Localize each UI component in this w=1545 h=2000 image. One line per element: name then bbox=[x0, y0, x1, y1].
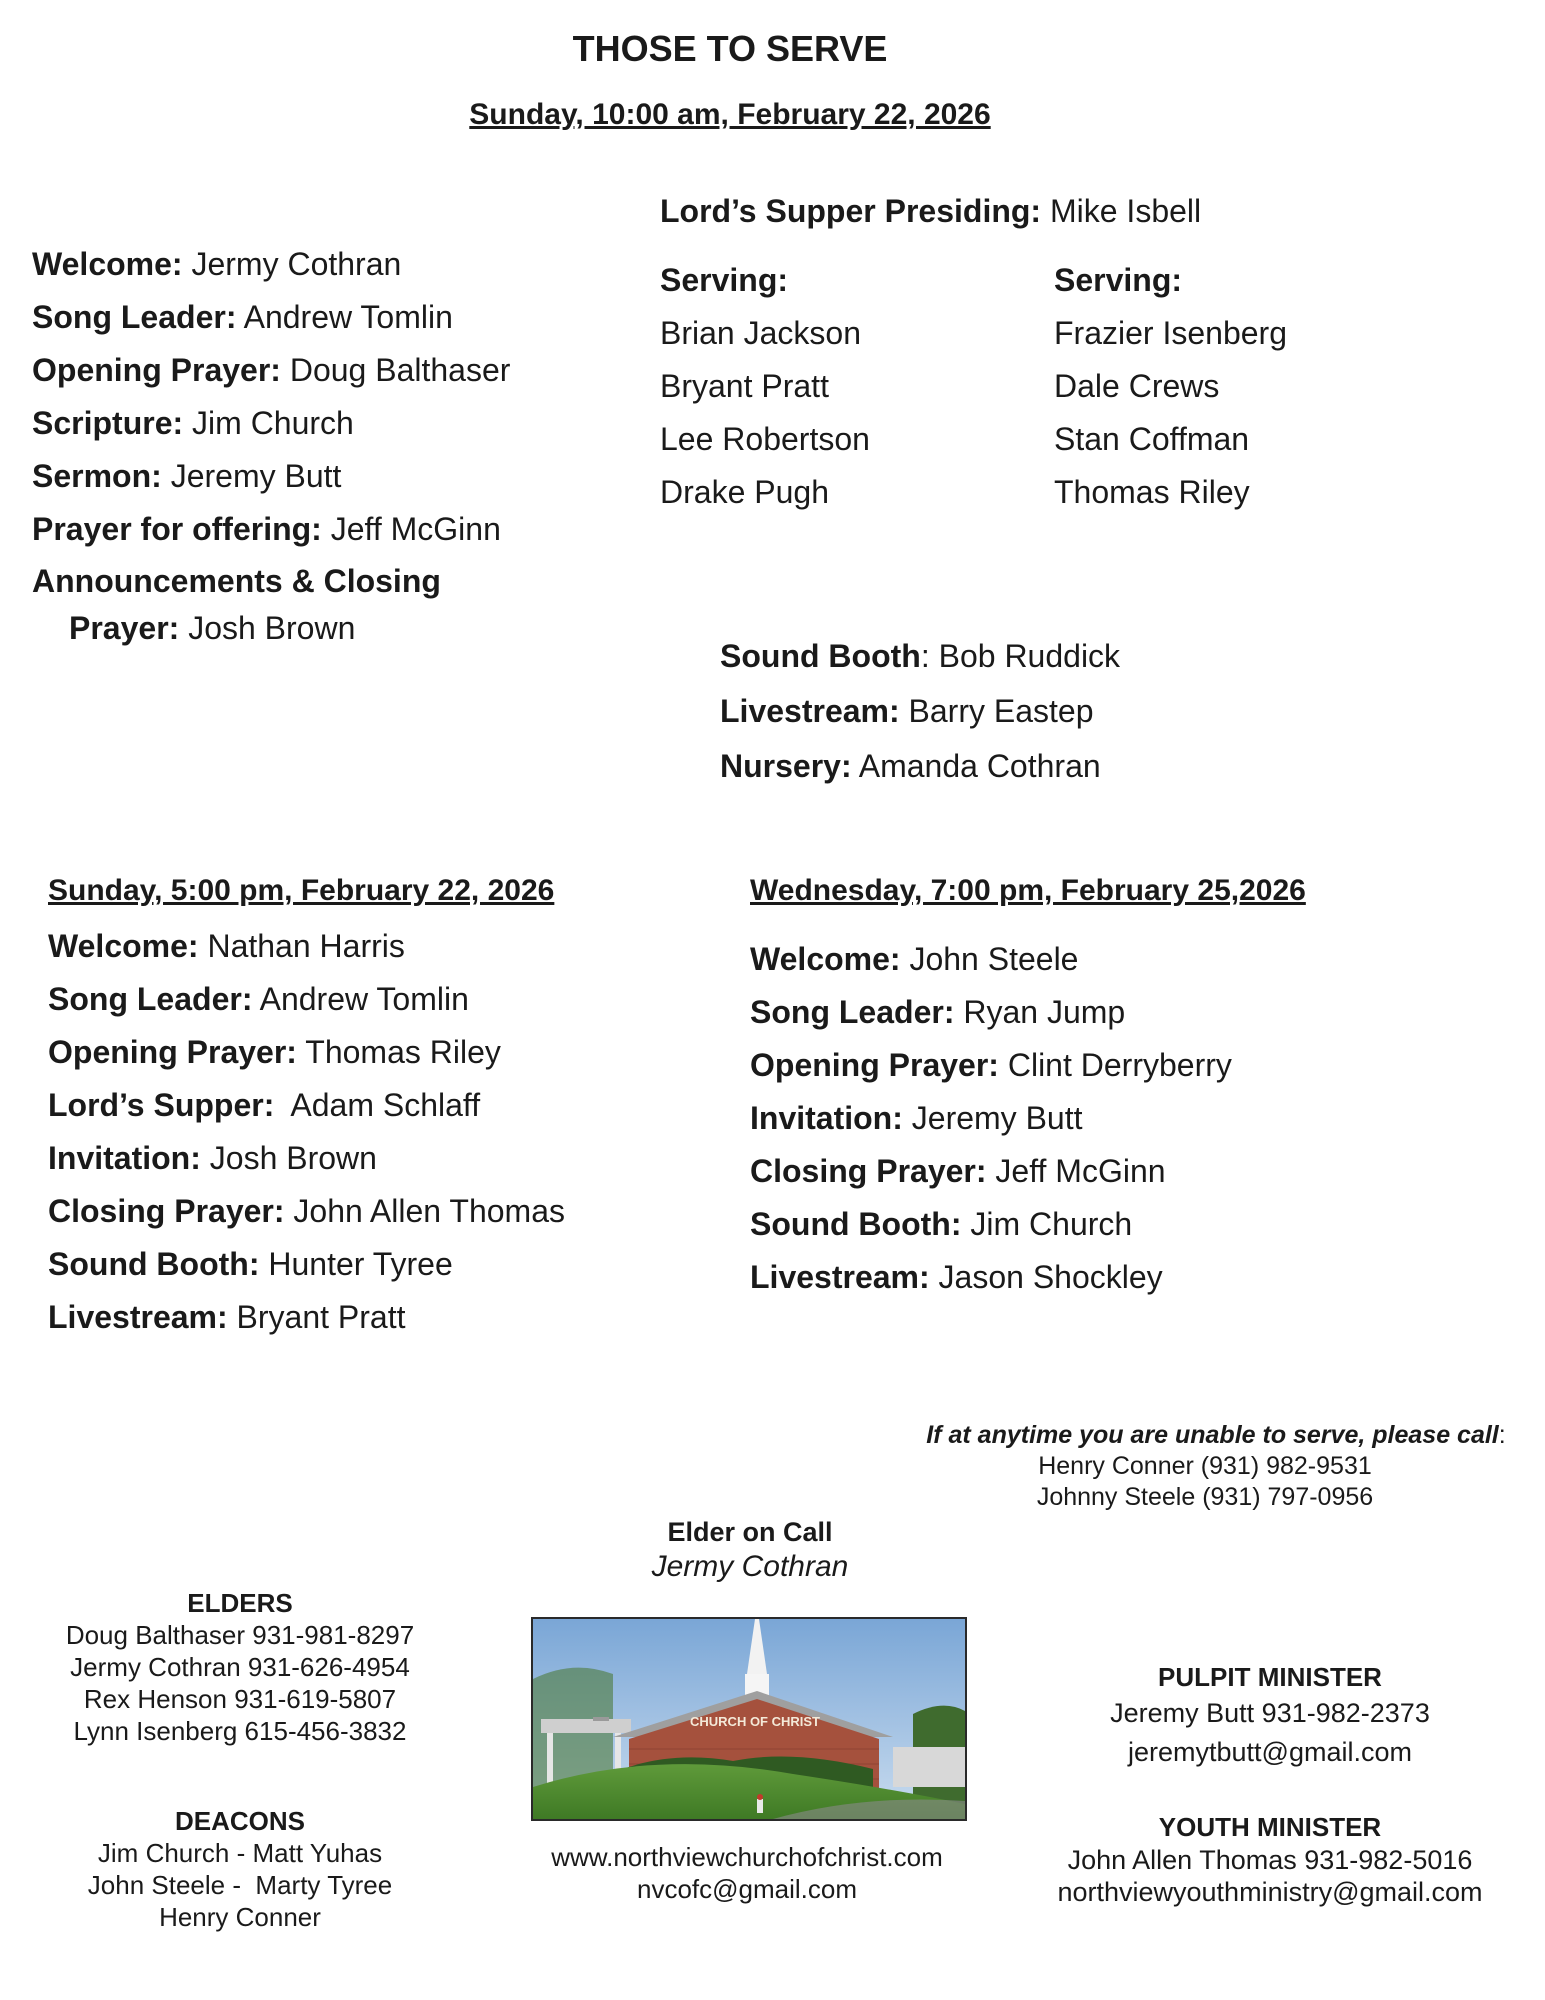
wednesday-roles bbox=[750, 933, 1232, 1304]
church-building-illustration bbox=[533, 1619, 965, 1819]
lords-supper-presiding: Lord’s Supper Presiding: Mike Isbell bbox=[660, 193, 1202, 229]
pulpit-email[interactable]: jeremytbutt@gmail.com bbox=[1128, 1737, 1412, 1767]
elders-block bbox=[20, 1587, 460, 1747]
role-row: Invitation: Josh Brown bbox=[48, 1140, 377, 1176]
role-row: Opening Prayer: Doug Balthaser bbox=[32, 352, 511, 388]
role-row: Prayer: Josh Brown bbox=[69, 610, 356, 646]
church-contact bbox=[500, 1841, 994, 1905]
role-row: Song Leader: Andrew Tomlin bbox=[32, 299, 453, 335]
list-item: Lynn Isenberg 615-456-3832 bbox=[73, 1716, 407, 1746]
email-link[interactable]: nvcofc@gmail.com bbox=[636, 1874, 857, 1904]
booth-assignments bbox=[720, 629, 1120, 794]
role-row: Nursery: Amanda Cothran bbox=[720, 748, 1101, 784]
list-item: Drake Pugh bbox=[660, 474, 829, 510]
canopy bbox=[541, 1719, 631, 1733]
serving-heading: Serving: bbox=[1054, 262, 1183, 298]
evening-roles bbox=[48, 920, 565, 1344]
post bbox=[757, 1799, 763, 1813]
role-row: Closing Prayer: John Allen Thomas bbox=[48, 1193, 565, 1229]
role-row: Invitation: Jeremy Butt bbox=[750, 1100, 1083, 1136]
pulpit-name: Jeremy Butt 931-982-2373 bbox=[1110, 1698, 1430, 1728]
deacons-block bbox=[20, 1805, 460, 1933]
role-row: Livestream: Bryant Pratt bbox=[48, 1299, 406, 1335]
youth-minister-block bbox=[1000, 1810, 1540, 1908]
role-row: Closing Prayer: Jeff McGinn bbox=[750, 1153, 1166, 1189]
role-row: Sound Booth: Bob Ruddick bbox=[720, 638, 1121, 674]
elder-on-call-name: Jermy Cothran bbox=[651, 1550, 849, 1583]
morning-roles bbox=[32, 238, 510, 650]
role-row: Welcome: Nathan Harris bbox=[48, 928, 405, 964]
role-row: Opening Prayer: Clint Derryberry bbox=[750, 1047, 1232, 1083]
elder-on-call: Elder on Call Jermy Cothran bbox=[600, 1515, 900, 1585]
list-item: Lee Robertson bbox=[660, 421, 870, 457]
role-row: Opening Prayer: Thomas Riley bbox=[48, 1034, 501, 1070]
serving-column-1 bbox=[660, 254, 870, 519]
role-row: Sermon: Jeremy Butt bbox=[32, 458, 342, 494]
role-row: Scripture: Jim Church bbox=[32, 405, 354, 441]
wednesday-service-date: Wednesday, 7:00 pm, February 25,2026 bbox=[750, 874, 1306, 907]
list-item: Rex Henson 931-619-5807 bbox=[83, 1684, 397, 1714]
pulpit-heading: PULPIT MINISTER bbox=[1158, 1662, 1382, 1692]
unable-to-serve: If at anytime you are unable to serve, please call: Henry Conner (931) 982-9531 Johnny Steele (931) 797-0956 bbox=[926, 1421, 1506, 1511]
list-item: Dale Crews bbox=[1054, 368, 1220, 404]
role-row: Song Leader: Andrew Tomlin bbox=[48, 981, 469, 1017]
list-item: John Steele - Marty Tyree bbox=[87, 1870, 393, 1900]
list-item: Thomas Riley bbox=[1054, 474, 1250, 510]
role-row: Lord’s Supper: Adam Schlaff bbox=[48, 1087, 481, 1123]
morning-service-date: Sunday, 10:00 am, February 22, 2026 bbox=[469, 98, 991, 131]
church-photo bbox=[531, 1617, 967, 1821]
role-row: Welcome: John Steele bbox=[750, 941, 1079, 977]
role-row: Sound Booth: Hunter Tyree bbox=[48, 1246, 453, 1282]
role-row: Livestream: Barry Eastep bbox=[720, 693, 1094, 729]
elders-heading: ELDERS bbox=[187, 1588, 293, 1618]
church-sign: CHURCH OF CHRIST bbox=[690, 1714, 820, 1729]
role-row: Sound Booth: Jim Church bbox=[750, 1206, 1133, 1242]
youth-name: John Allen Thomas 931-982-5016 bbox=[1067, 1845, 1473, 1875]
role-row: Livestream: Jason Shockley bbox=[750, 1259, 1163, 1295]
deacons-heading: DEACONS bbox=[174, 1806, 305, 1836]
list-item: Henry Conner bbox=[159, 1902, 321, 1932]
list-item: Stan Coffman bbox=[1054, 421, 1250, 457]
serving-column-2 bbox=[1054, 254, 1287, 519]
evening-service-date: Sunday, 5:00 pm, February 22, 2026 bbox=[48, 874, 555, 907]
role-row: Announcements & Closing bbox=[32, 563, 441, 599]
role-row: Song Leader: Ryan Jump bbox=[750, 994, 1126, 1030]
contact-line: Henry Conner (931) 982-9531 bbox=[1038, 1452, 1372, 1480]
website-link[interactable]: www.northviewchurchofchrist.com bbox=[551, 1842, 943, 1872]
contact-line: Johnny Steele (931) 797-0956 bbox=[1036, 1483, 1374, 1511]
list-item: Brian Jackson bbox=[660, 315, 861, 351]
list-item: Jermy Cothran 931-626-4954 bbox=[70, 1652, 410, 1682]
serving-heading: Serving: bbox=[660, 262, 789, 298]
list-item: Jim Church - Matt Yuhas bbox=[97, 1838, 383, 1868]
list-item: Frazier Isenberg bbox=[1054, 315, 1287, 351]
list-item: Bryant Pratt bbox=[660, 368, 829, 404]
unable-note: If at anytime you are unable to serve, please call bbox=[926, 1421, 1499, 1449]
pulpit-minister-block bbox=[1000, 1660, 1540, 1772]
youth-heading: YOUTH MINISTER bbox=[1158, 1812, 1382, 1842]
role-row: Welcome: Jermy Cothran bbox=[32, 246, 402, 282]
list-item: Doug Balthaser 931-981-8297 bbox=[65, 1620, 415, 1650]
page-title: THOSE TO SERVE bbox=[572, 28, 888, 69]
role-row: Prayer for offering: Jeff McGinn bbox=[32, 511, 501, 547]
youth-email[interactable]: northviewyouthministry@gmail.com bbox=[1057, 1877, 1483, 1907]
